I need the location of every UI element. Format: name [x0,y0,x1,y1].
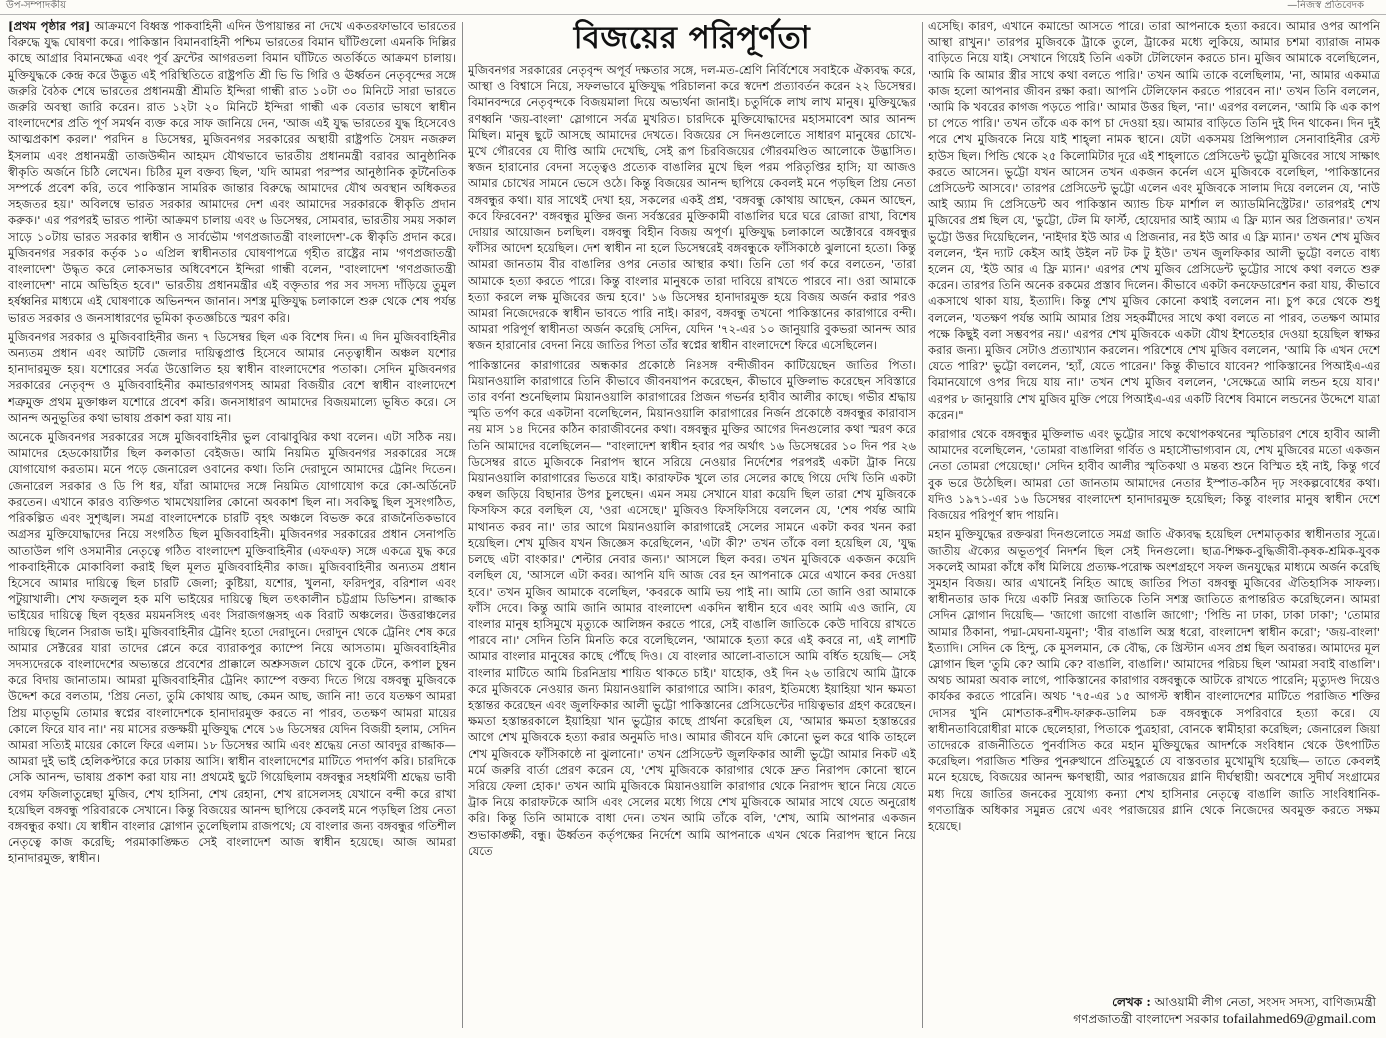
top-strip-right: —নিজস্ব প্রতিবেদক [1287,0,1364,11]
top-strip-left: উপ-সম্পাদকীয় [6,0,67,11]
byline-label: লেখক : [1112,995,1151,1009]
paragraph: অনেকে মুজিবনগর সরকারের সঙ্গে মুজিববাহিনীর ভুল বোঝাবুঝির কথা বলেন। এটা সঠিক নয়। আমাদের হেডকোয়ার্টার ছিল কলকাতা বেইজড। আমি নিয়মিত মুজিবনগর সরকারের সঙ্গে যোগাযোগ করতাম। মনে পড়ে জেনারেল ওবানের কথা। তিনি দেরাদুনে আমাদের ট্রেনিং দিতেন। জেনারেল সরকার ও ডি পি ধর, যাঁরা আমাদের সঙ্গে নিয়মিত যোগাযোগ করে কো-অর্ডিনেট করতেন। এখানে কারও ব্যক্তিগত খামখেয়ালির কোনো অবকাশ ছিল না। সবকিছু ছিল সুসংগঠিত, পরিকল্পিত এবং সুশৃঙ্খল। সমগ্র বাংলাদেশকে চারটি বৃহৎ অঞ্চলে বিভক্ত করে রাজনৈতিকভাবে অগ্রসর মুক্তিযোদ্ধাদের নিয়ে সংগঠিত ছিল মুজিববাহিনী। মুজিবনগর সরকারের প্রধান সেনাপতি আতাউল গণি ওসমানীর নেতৃত্বে গঠিত বাংলাদেশ মুক্তিবাহিনীর (এফএফ) সঙ্গে একত্রে যুদ্ধ করে পাকবাহিনীকে মোকাবিলা করাই ছিল মূলত মুজিববাহিনীর কাজ। মুজিববাহিনীর অন্যতম প্রধান হিসেবে আমার দায়িত্বে ছিল চারটি জেলা; কুষ্টিয়া, যশোর, খুলনা, ফরিদপুর, বরিশাল এবং পটুয়াখালী। শেখ ফজলুল হক মণি ভাইয়ের দায়িত্বে ছিল তৎকালীন চট্টগ্রাম ডিভিশন। রাজ্জাক ভাইয়ের দায়িত্বে ছিল বৃহত্তর ময়মনসিংহ এবং সিরাজগঞ্জসহ এক বিরাট অঞ্চলের। উত্তরাঞ্চলের দায়িত্বে ছিলেন সিরাজ ভাই। মুজিববাহিনীর ট্রেনিং হতো দেরাদুনে। দেরাদুন থেকে ট্রেনিং শেষ করে আমার সেক্টরের যারা তাদের প্লেনে করে ব্যারাকপুর ক্যাম্পে নিয়ে আসতাম। মুজিববাহিনীর সদস্যদেরকে বাংলাদেশের অভ্যন্তরে প্রবেশের প্রাক্কালে অশ্রুসজল চোখে বুকে টেনে, কপাল চুম্বন করে বিদায় জানাতাম। আমরা মুজিববাহিনীর ট্রেনিং ক্যাম্পে বক্তব্য দিতে গিয়ে বঙ্গবন্ধু মুজিবকে উদ্দেশ করে বলতাম, 'প্রিয় নেতা, তুমি কোথায় আছ, কেমন আছ, জানি না! তবে যতক্ষণ আমরা প্রিয় মাতৃভূমি তোমার স্বপ্নের বাংলাদেশকে হানাদারমুক্ত করতে না পারব, ততক্ষণ আমরা মায়ের কোলে ফিরে যাব না।' নয় মাসের রক্তক্ষয়ী মুক্তিযুদ্ধ শেষে ১৬ ডিসেম্বর যেদিন বিজয়ী হলাম, সেদিন আমরা সত্যিই মায়ের কোলে ফিরে এলাম। ১৮ ডিসেম্বর আমি এবং শ্রদ্ধেয় নেতা আবদুর রাজ্জাক— আমরা দুই ভাই হেলিকপ্টারে করে ঢাকায় আসি। স্বাধীন বাংলাদেশের মাটিতে পদার্পণ করি। চারদিকে সেকি আনন্দ, ভাষায় প্রকাশ করা যায় না! প্রথমেই ছুটে গিয়েছিলাম বঙ্গবন্ধুর সহধর্মিণী শ্রদ্ধেয় ভাবী বেগম ফজিলাতুন্নেছা মুজিব, শেখ হাসিনা, শেখ রেহানা, শেখ রাসেলসহ যেখানে বন্দী করে রাখা হয়েছিল বঙ্গবন্ধু পরিবারকে সেখানে। কিন্তু বিজয়ের আনন্দ ছাপিয়ে কেবলই মনে পড়ছিল প্রিয় নেতা বঙ্গবন্ধুর কথা। যে স্বাধীন বাংলার স্লোগান তুলেছিলাম রাজপথে; যে বাংলার জন্য বঙ্গবন্ধুর গতিশীল নেতৃত্বে কাজ করেছি; পরমাকাঙ্ক্ষিত সেই বাংলাদেশ আজ স্বাধীন হয়েছে। আজ আমরা হানাদারমুক্ত, স্বাধীন। [8,430,456,866]
paragraph: কারাগার থেকে বঙ্গবন্ধুর মুক্তিলাভ এবং ভুট্টোর সাথে কথোপকথনের স্মৃতিচারণ শেষে হাবীব আলী আমাদের বলেছিলেন, 'তোমরা বাঙালিরা গর্বিত ও মহাসৌভাগ্যবান যে, শেখ মুজিবের মতো একজন নেতা তোমরা পেয়েছো।' সেদিন হাবীব আলীর স্মৃতিকথা ও মন্তব্য শুনে বিস্মিত হই নাই, কিন্তু গর্বে বুক ভরে উঠেছিল। আমরা তো জানতাম আমাদের নেতার ইস্পাত-কঠিন দৃঢ় সংকল্পবোধের কথা। যদিও ১৯৭১-এর ১৬ ডিসেম্বর বাংলাদেশ হানাদারমুক্ত হয়েছিল; কিন্তু বাংলার মানুষ স্বাধীন দেশে বিজয়ের পরিপূর্ণ স্বাদ পায়নি। [928,427,1380,523]
paragraph: পাকিস্তানের কারাগারের অন্ধকার প্রকোষ্ঠে নিঃসঙ্গ বন্দীজীবন কাটিয়েছেন জাতির পিতা। মিয়ানওয়ালি কারাগারে তিনি কীভাবে জীবনযাপন করেছেন, কীভাবে মুক্তিলাভ করেছেন সবিস্তারে তার বর্ণনা শুনেছিলাম মিয়ানওয়ালি কারাগারের প্রিজন গভর্নর হাবীব আলীর কাছে। গভীর শ্রদ্ধায় স্মৃতি তর্পণ করে একটানা বলেছিলেন, মিয়ানওয়ালি কারাগারের নির্জন প্রকোষ্ঠে বঙ্গবন্ধুর কারাবাস নয় মাস ১৪ দিনের কঠিন কারাজীবনের কথা। বঙ্গবন্ধুর মুক্তির আগের দিনগুলোর কথা স্মরণ করে তিনি আমাদের বলেছিলেন— "বাংলাদেশ স্বাধীন হবার পর অর্থাৎ ১৬ ডিসেম্বরের ১০ দিন পর ২৬ ডিসেম্বর রাতে মুজিবকে নিরাপদ স্থানে সরিয়ে নেওয়ার নির্দেশের পরপরই একটা ট্রাক নিয়ে মিয়ানওয়ালি কারাগারের ভিতরে যাই। কারাফটক খুলে তার সেলের কাছে গিয়ে দেখি তিনি একটা কম্বল জড়িয়ে বিছানার উপর চুলছেন। এমন সময় সেখানে যারা কয়েদি ছিল তারা শেখ মুজিবকে ফিসফিস করে বলছিল যে, 'ওরা এসেছে।' মুজিবও ফিসফিসিয়ে বললেন যে, 'শেষ পর্যন্ত আমি মাথানত করব না।' তার আগে মিয়ানওয়ালি কারাগারেই সেলের সামনে একটা কবর খনন করা হয়েছিল। শেখ মুজিব যখন জিজ্ঞেস করেছিলেন, 'এটা কী?' তখন তাঁকে বলা হয়েছিল যে, 'যুদ্ধ চলছে এটা বাংকার।' শেল্টার নেবার জন্য।' আসলে ছিল কবর। তখন মুজিবকে একজন কয়েদি বলছিল যে, 'আসলে এটা কবর। আপনি যদি আজ বের হন আপনাকে মেরে এখানে কবর দেওয়া হবে।' তখন মুজিব আমাকে বলেছিল, 'কবরকে আমি ভয় পাই না। আমি তো জানি ওরা আমাকে ফাঁসি দেবে। কিন্তু আমি জানি আমার বাংলাদেশ একদিন স্বাধীন হবে এবং আমি এও জানি, যে বাংলার মানুষ হাসিমুখে মৃত্যুকে আলিঙ্গন করতে পারে, সেই বাঙালি জাতিকে কেউ দাবিয়ে রাখতে পারবে না।' সেদিন তিনি মিনতি করে বলেছিলেন, 'আমাকে হত্যা করে এই কবরে না, এই লাশটি আমার বাংলার মানুষের কাছে পৌঁছে দিও। যে বাংলার আলো-বাতাসে আমি বর্ধিত হয়েছি— সেই বাংলার মাটিতে আমি চিরনিদ্রায় শায়িত থাকতে চাই।' যাহোক, ওই দিন ২৬ তারিখে আমি ট্রাকে করে মুজিবকে নেওয়ার জন্য মিয়ানওয়ালি কারাগারে আসি। কারণ, ইতিমধ্যে ইয়াহিয়া খান ক্ষমতা হস্তান্তর করেছেন এবং জুলফিকার আলী ভুট্টো পাকিস্তানের প্রেসিডেন্টের দায়িত্বভার গ্রহণ করেছেন। ক্ষমতা হস্তান্তরকালে ইয়াহিয়া খান ভুট্টোর কাছে প্রার্থনা করেছিল যে, 'আমার ক্ষমতা হস্তান্তরের আগে শেখ মুজিবকে হত্যা করার অনুমতি দাও। আমার জীবনে যদি কোনো ভুল করে থাকি তাহলে শেখ মুজিবকে ফাঁসিকাষ্ঠে না ঝুলানো।' তখন প্রেসিডেন্ট জুলফিকার আলী ভুট্টো আমার নিকট এই মর্মে জরুরি বার্তা প্রেরণ করেন যে, 'শেখ মুজিবকে কারাগার থেকে দ্রুত নিরাপদ কোনো স্থানে সরিয়ে ফেলা হোক।' তখন আমি মুজিবকে মিয়ানওয়ালি কারাগার থেকে নিরাপদ স্থানে নিয়ে যেতে ট্রাক নিয়ে কারাফটকে আসি এবং সেলের মধ্যে গিয়ে শেখ মুজিবকে আমার সাথে যেতে অনুরোধ করি। কিন্তু তিনি আমাকে বাধা দেন। তখন আমি তাঁকে বলি, 'শেখ, আমি আপনার একজন শুভাকাঙ্ক্ষী, বন্ধু। ঊর্ধ্বতন কর্তৃপক্ষের নির্দেশে আমি আপনাকে এখন থেকে নিরাপদ স্থানে নিয়ে যেতে [468,357,916,858]
article-column-1 [8,18,456,1030]
byline-line-2 [924,1011,1376,1028]
author-byline [924,994,1376,1028]
paragraph [8,18,456,326]
paragraph: মুজিবনগর সরকার ও মুজিববাহিনীর জন্য ৭ ডিসেম্বর ছিল এক বিশেষ দিন। এ দিন মুজিববাহিনীর অন্যতম প্রধান এবং আটটি জেলার দায়িত্বপ্রাপ্ত হিসেবে আমার নেতৃত্বাধীন অঞ্চল যশোর হানাদারমুক্ত হয়। যশোরের সর্বত্র উত্তোলিত হয় স্বাধীন বাংলাদেশের পতাকা। সেদিন মুজিবনগর সরকারের নেতৃবৃন্দ ও মুজিববাহিনীর কমান্ডারগণসহ আমরা বিজয়ীর বেশে স্বাধীন বাংলাদেশে শত্রুমুক্ত প্রথম মুক্তাঞ্চল যশোরে প্রবেশ করি। জনসাধারণ আমাদের বিজয়মাল্যে ভূষিত করে। সে আনন্দ অনুভূতির কথা ভাষায় প্রকাশ করা যায় না। [8,329,456,425]
byline-line-1 [924,994,1376,1011]
author-office: গণপ্রজাতন্ত্রী বাংলাদেশ সরকার [1073,1012,1219,1026]
article-page [8,18,1380,1034]
column-divider [922,22,923,1028]
top-strip [0,0,1386,15]
paragraph: মহান মুক্তিযুদ্ধের রক্তঝরা দিনগুলোতে সমগ্র জাতি ঐক্যবদ্ধ হয়েছিল দেশমাতৃকার স্বাধীনতার সূত্রে। জাতীয় ঐক্যের অভূতপূর্ব নিদর্শন ছিল সেই দিনগুলো। ছাত্র-শিক্ষক-বুদ্ধিজীবী-কৃষক-শ্রমিক-যুবক সকলেই আমরা কাঁধে কাঁধ মিলিয়ে প্রত্যক্ষ-পরোক্ষ অংশগ্রহণে সফল জনযুদ্ধের মাধ্যমে অর্জন করেছি সুমহান বিজয়। আর এখানেই নিহিত আছে জাতির পিতা বঙ্গবন্ধু মুজিবের ঐতিহাসিক সাফল্য। স্বাধীনতার ডাক দিয়ে একটি নিরস্ত্র জাতিকে তিনি সশস্ত্র জাতিতে রূপান্তরিত করেছিলেন। আমরা সেদিন স্লোগান দিয়েছি— 'জাগো জাগো বাঙালি জাগো'; 'পিন্ডি না ঢাকা, ঢাকা ঢাকা'; 'তোমার আমার ঠিকানা, পদ্মা-মেঘনা-যমুনা'; 'বীর বাঙালি অস্ত্র ধরো, বাংলাদেশ স্বাধীন করো'; 'জয়-বাংলা' ইত্যাদি। সেদিন কে হিন্দু, কে মুসলমান, কে বৌদ্ধ, কে খ্রিস্টান এসব প্রশ্ন ছিল অবান্তর। আমাদের মূল স্লোগান ছিল 'তুমি কে? আমি কে? বাঙালি, বাঙালি।' আমাদের পরিচয় ছিল 'আমরা সবাই বাঙালি'। অথচ আমরা অবাক লাগে, পাকিস্তানের কারাগার বঙ্গবন্ধুকে আটকে রাখতে পারেনি; মৃত্যুদণ্ড দিয়েও কার্যকর করতে পারেনি। অথচ '৭৫-এর ১৫ আগস্ট স্বাধীন বাংলাদেশের মাটিতে পরাজিত শক্তির দোসর খুনি মোশতাক-রশীদ-ফারুক-ডালিম চক্র বঙ্গবন্ধুকে সপরিবারে হত্যা করে। যে স্বাধীনতাবিরোধীরা মাকে ছেলেহারা, পিতাকে পুত্রহারা, বোনকে স্বামীহারা করেছিল; জেনারেল জিয়া তাদেরকে রাজনীতিতে পুনর্বাসিত করে মহান মুক্তিযুদ্ধের আদর্শকে সংবিধান থেকে উৎপাটিত করেছিল। পরাজিত শক্তির পুনরুত্থানে প্রতিমুহূর্তে যে বাস্তবতার মুখোমুখি হয়েছি— তাতে কেবলই মনে হয়েছে, বিজয়ের আনন্দ ক্ষণস্থায়ী, আর পরাজয়ের গ্লানি দীর্ঘস্থায়ী! অবশেষে সুদীর্ঘ সংগ্রামের মধ্য দিয়ে জাতির জনকের সুযোগ্য কন্যা শেখ হাসিনার নেতৃত্বে বাঙালি জাতি সাংবিধানিক-গণতান্ত্রিক অধিকার সমুন্নত রেখে এবং পরাজয়ের গ্লানি থেকে নিজেদের অবমুক্ত করতে সক্ষম হয়েছে। [928,527,1380,833]
article-column-3 [928,18,1380,1030]
column-divider [462,22,463,1028]
continuation-tag: [প্রথম পৃষ্ঠার পর] [8,19,91,33]
paragraph-text: আক্রমণে বিধ্বস্ত পাকবাহিনী এদিন উপায়ান্তর না দেখে একতরফাভাবে ভারতের বিরুদ্ধে যুদ্ধ ঘোষণা করে। পাকিস্তান বিমানবাহিনী পশ্চিম ভারতের বিমান ঘাঁটিগুলো এমনকি দিল্লির কাছে আগ্রার বিমানক্ষেত্র এবং পূর্ব ফ্রন্টের আগরতলা বিমান ঘাঁটিতে অতর্কিতে আক্রমণ চালায়। মুক্তিযুদ্ধকে কেন্দ্র করে উদ্ভূত এই পরিস্থিতিতে রাষ্ট্রপতি শ্রী ভি ভি গিরি ও ঊর্ধ্বতন নেতৃবৃন্দের সঙ্গে জরুরি বৈঠক শেষে ভারতের প্রধানমন্ত্রী শ্রীমতি ইন্দিরা গান্ধী রাত ১০টা ৩০ মিনিটে সারা ভারতে জরুরি অবস্থা জারি করেন। রাত ১২টা ২০ মিনিটে ইন্দিরা গান্ধী এক বেতার ভাষণে স্বাধীন বাংলাদেশের প্রতি পূর্ণ সমর্থন ব্যক্ত করে সাফ জানিয়ে দেন, 'আজ এই যুদ্ধ ভারতের যুদ্ধ হিসেবেও আত্মপ্রকাশ করল।' পরদিন ৪ ডিসেম্বর, মুজিবনগর সরকারের অস্থায়ী রাষ্ট্রপতি সৈয়দ নজরুল ইসলাম এবং প্রধানমন্ত্রী তাজউদ্দীন আহমদ যৌথভাবে ভারতীয় প্রধানমন্ত্রী বরাবর আনুষ্ঠানিক স্বীকৃতি অর্জনে চিঠি লেখেন। চিঠির মূল বক্তব্য ছিল, 'যদি আমরা পরস্পর আনুষ্ঠানিক কূটনৈতিক সম্পর্কে প্রবেশ করি, তবে পাকিস্তান সামরিক জান্তার বিরুদ্ধে আমাদের যৌথ অবস্থান অধিকতর সহজতর হয়।' অবিলম্বে ভারত সরকার আমাদের দেশ এবং আমাদের সরকারকে স্বীকৃতি প্রদান করুক।' এর পরপরই ভারত পাল্টা আক্রমণ চালায় এবং ৬ ডিসেম্বর, সোমবার, ভারতীয় সময় সকাল সাড়ে ১০টায় ভারত সরকার স্বাধীন ও সার্বভৌম 'গণপ্রজাতন্ত্রী বাংলাদেশ'-কে স্বীকৃতি প্রদান করে। মুজিবনগর সরকার কর্তৃক ১০ এপ্রিল স্বাধীনতার ঘোষণাপত্রে গৃহীত রাষ্ট্রের নাম 'গণপ্রজাতন্ত্রী বাংলাদেশ' উদ্ধৃত করে লোকসভার অধিবেশনে ইন্দিরা গান্ধী বলেন, "বাংলাদেশ 'গণপ্রজাতন্ত্রী বাংলাদেশ' নামে অভিহিত হবে।" ভারতীয় প্রধানমন্ত্রীর এই বক্তৃতার পর সব সদস্য দাঁড়িয়ে তুমুল হর্ষধ্বনির মাধ্যমে এই ঘোষণাকে অভিনন্দন জানান। সশস্ত্র মুক্তিযুদ্ধ চলাকালে শুরু থেকে শেষ পর্যন্ত ভারত সরকার ও জনসাধারণের ভূমিকা কৃতজ্ঞচিত্তে স্মরণ করি। [8,19,456,325]
article-headline: বিজয়ের পরিপূর্ণতা [573,20,811,56]
column-3-text [928,18,1380,978]
author-title: আওয়ামী লীগ নেতা, সংসদ সদস্য, বাণিজ্যমন্ত্রী [1154,995,1376,1009]
paragraph: মুজিবনগর সরকারের নেতৃবৃন্দ অপূর্ব দক্ষতার সঙ্গে, দল-মত-শ্রেণি নির্বিশেষে সবাইকে ঐক্যবদ্ধ করে, আস্থা ও বিশ্বাসে নিয়ে, সফলভাবে মুক্তিযুদ্ধ পরিচালনা করে স্বদেশ প্রত্যাবর্তন করেন ২২ ডিসেম্বর। বিমানবন্দরে নেতৃবৃন্দকে বিজয়মালা দিয়ে অভ্যর্থনা জানাই। চতুর্দিকে লাখ লাখ মানুষ। মুক্তিযুদ্ধের রণধ্বনি 'জয়-বাংলা' স্লোগানে সর্বত্র মুখরিত। চারদিকে মুক্তিযোদ্ধাদের মহাসমাবেশ আর আনন্দ মিছিল। মানুষ ছুটে আসছে আমাদের দেখতে। বিজয়ের সে দিনগুলোতে সাধারণ মানুষের চোখে-মুখে গৌরবের যে দীপ্তি আমি দেখেছি, সেই রূপ চিরবিজয়ের গৌরবমণ্ডিত আলোকে উদ্ভাসিত। স্বজন হারানোর বেদনা সত্ত্বেও প্রত্যেক বাঙালির মুখে ছিল পরম পরিতৃপ্তির হাসি; যা আজও আমার চোখের সামনে ভেসে ওঠে। কিন্তু বিজয়ের আনন্দ ছাপিয়ে কেবলই মনে পড়ছিল প্রিয় নেতা বঙ্গবন্ধুর কথা। যার সাথেই দেখা হয়, সকলের একই প্রশ্ন, 'বঙ্গবন্ধু কোথায় আছেন, কেমন আছেন, কবে ফিরবেন?' বঙ্গবন্ধুর মুক্তির জন্য সর্বস্তরের মুক্তিকামী বাঙালির ঘরে ঘরে রোজা রাখা, বিশেষ দোয়ার আয়োজন চলছিল। বঙ্গবন্ধু বিহীন বিজয় অপূর্ণ। মুক্তিযুদ্ধ চলাকালে অক্টোবরে বঙ্গবন্ধুর ফাঁসির আদেশ হয়েছিল। দেশ স্বাধীন না হলে ডিসেম্বরেই বঙ্গবন্ধুকে ফাঁসিকাষ্ঠে ঝুলানো হতো। কিন্তু আমরা জানতাম বীর বাঙালির ওপর নেতার আস্থার কথা। তিনি তো গর্ব করে বলতেন, 'তারা আমাকে হত্যা করতে পারে। কিন্তু বাংলার মানুষকে তারা দাবিয়ে রাখতে পারবে না। ওরা আমাকে হত্যা করলে লক্ষ মুজিবের জন্ম হবে।' ১৬ ডিসেম্বর হানাদারমুক্ত হয়ে বিজয় অর্জন করার পরও আমরা নিজেদেরকে স্বাধীন ভাবতে পারি নাই। কারণ, বঙ্গবন্ধু তখনো পাকিস্তানের কারাগারে বন্দী। আমরা পরিপূর্ণ স্বাধীনতা অর্জন করেছি সেদিন, যেদিন '৭২-এর ১০ জানুয়ারি বুকভরা আনন্দ আর স্বজন হারানোর বেদনা নিয়ে জাতির পিতা তাঁর স্বপ্নের স্বাধীন বাংলাদেশে ফিরে এসেছিলেন। [468,63,916,353]
paragraph: এসেছি। কারণ, এখানে কমান্ডো আসতে পারে। তারা আপনাকে হত্যা করবে। আমার ওপর আপনি আস্থা রাখুন।' তারপর মুজিবকে ট্রাকে তুলে, ট্রাকের মধ্যে লুকিয়ে, আমার চশমা ব্যারাজ নামক বাড়িতে নিয়ে যাই। সেখানে গিয়েই তিনি একটা টেলিফোন করতে চান। মুজিব আমাকে বলেছিলেন, 'আমি কি আমার স্ত্রীর সাথে কথা বলতে পারি।' তখন আমি তাকে বলেছিলাম, 'না, আমার একমাত্র কাজ হলো আপনার জীবন রক্ষা করা। আপনি টেলিফোন করতে পারবেন না।' তখন তিনি বললেন, 'আমি কি খবরের কাগজ পড়তে পারি।' আমার উত্তর ছিল, 'না।' এরপর বললেন, 'আমি কি এক কাপ চা পেতে পারি।' তখন তাঁকে এক কাপ চা দেওয়া হয়। আমার বাড়িতে তিনি দুই দিন থাকেন। দিন দুই পরে শেখ মুজিবকে নিয়ে যাই শাহ্‌লা নামক স্থানে। যেটা একসময় প্রিন্সিপ্যাল সেনাবাহিনীর রেস্ট হাউস ছিল। পিন্ডি থেকে ২৫ কিলোমিটার দূরে এই শাহ্‌লাতে প্রেসিডেন্ট ভুট্টো মুজিবের সাথে সাক্ষাৎ করতে আসেন। ভুট্টো যখন আসেন তখন একজন কর্নেল এসে মুজিবকে বলেছিল, 'পাকিস্তানের প্রেসিডেন্ট আসবে।' তারপর প্রেসিডেন্ট ভুট্টো এলেন এবং মুজিবকে সালাম দিয়ে বললেন যে, 'নাউ আই অ্যাম দি প্রেসিডেন্ট অব পাকিস্তান অ্যান্ড চিফ মার্শাল ল অ্যাডমিনিস্ট্রেটর।' তারপরই শেখ মুজিবের প্রশ্ন ছিল যে, 'ভুট্টো, টেল মি ফার্স্ট, হোয়েদার আই অ্যাম এ ফ্রি ম্যান অর প্রিজনার।' তখন ভুট্টো উত্তর দিয়েছিলেন, 'নাইদার ইউ আর এ প্রিজনার, নর ইউ আর এ ফ্রি ম্যান।' তখন শেখ মুজিব বললেন, 'ইন দ্যাট কেইস আই উইল নট টক টু ইউ।' তখন জুলফিকার আলী ভুট্টো বলতে বাধ্য হলেন যে, 'ইউ আর এ ফ্রি ম্যান।' এরপর শেখ মুজিব প্রেসিডেন্ট ভুট্টোর সাথে কথা বলতে শুরু করেন। তারপর তিনি অনেক রকমের প্রস্তাব দিলেন। কীভাবে একটা কনফেডারেশন করা যায়, কীভাবে একসাথে থাকা যায়, ইত্যাদি। কিন্তু শেখ মুজিব কোনো কথাই বললেন না। চুপ করে থেকে শুধু বললেন, 'যতক্ষণ পর্যন্ত আমি আমার প্রিয় সহকর্মীদের সাথে কথা বলতে না পারব, ততক্ষণ আমার পক্ষে কিছুই বলা সম্ভবপর নয়।' এরপর শেখ মুজিবকে একটা যৌথ ইশতেহার দেওয়া হয়েছিল স্বাক্ষর করার জন্য। মুজিব সেটাও প্রত্যাখ্যান করলেন। পরিশেষে শেখ মুজিব বললেন, 'আমি কি এখন দেশে যেতে পারি?' ভুট্টো বললেন, 'হ্যাঁ, যেতে পারেন।' কিন্তু কীভাবে যাবেন? পাকিস্তানের পিআইএ-এর বিমানযোগে ওপর দিয়ে যায় না।' তখন শেখ মুজিব বললেন, 'সেক্ষেত্রে আমি লন্ডন হয়ে যাব।' এরপর ৮ জানুয়ারি শেখ মুজিব মুক্তি পেয়ে পিআইএ-এর একটি বিশেষ বিমানে লন্ডনের উদ্দেশে যাত্রা করেন।" [928,19,1380,422]
article-column-2 [468,62,916,1030]
author-email[interactable]: tofailahmed69@gmail.com [1222,1012,1376,1027]
